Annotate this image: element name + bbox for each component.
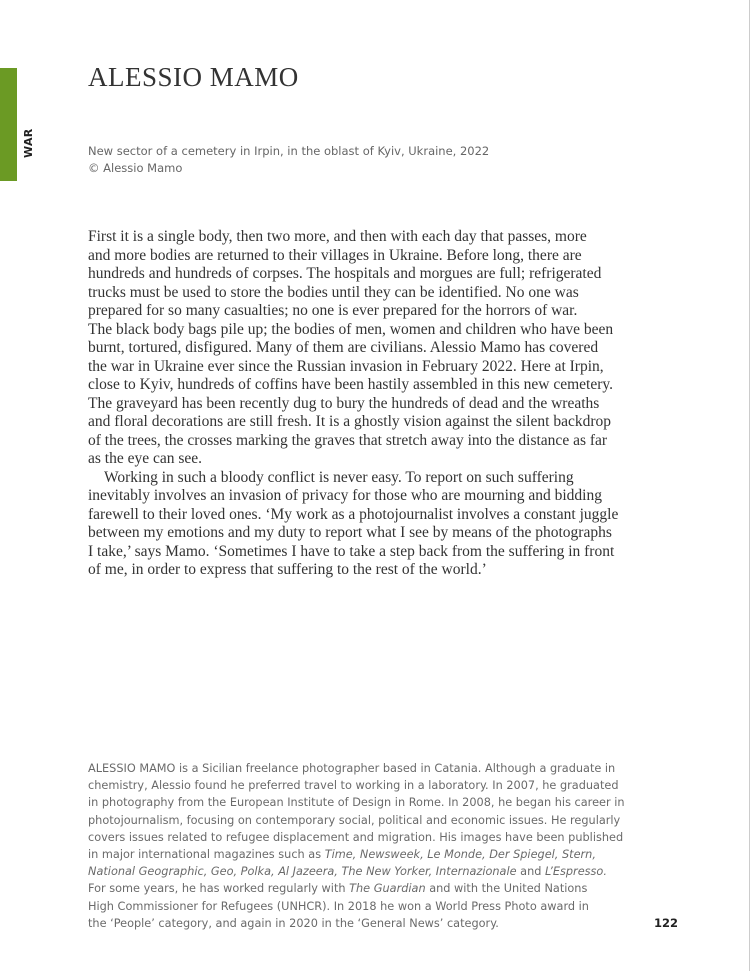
bio-line xyxy=(88,812,628,829)
text-line: and floral decorations are still fresh. It is a ghostly vision against the silent backdrop xyxy=(88,413,611,430)
section-label: WAR xyxy=(22,128,35,158)
text-line: I take,’ says Mamo. ‘Sometimes I have to take a step back from the suffering in front xyxy=(88,542,615,560)
bio-text: and with the United Nations xyxy=(425,882,588,896)
publication-name: The Guardian xyxy=(349,882,426,896)
text-line: of the trees, the crosses marking the graves that stretch away into the distance as far xyxy=(88,431,608,449)
publication-name: L’Espresso. xyxy=(545,865,607,879)
publication-name: National Geographic, Geo, Polka, Al Jazeera, The New Yorker, Internazionale xyxy=(88,865,517,879)
photographer-bio xyxy=(88,760,628,932)
bio-line xyxy=(88,915,628,932)
bio-line xyxy=(88,898,628,915)
text-line: prepared for so many casualties; no one is ever prepared for the horrors of war. xyxy=(88,302,578,319)
text-line: The black body bags pile up; the bodies of men, women and children who have been xyxy=(88,320,614,338)
publication-name: Time, Newsweek, Le Monde, Der Spiegel, Stern, xyxy=(324,848,596,862)
text-line: First it is a single body, then two more, and then with each day that passes, more xyxy=(88,228,587,245)
bio-text: the ‘People’ category, and again in 2020 in the ‘General News’ category. xyxy=(88,916,499,930)
bio-text: and xyxy=(516,865,545,879)
caption-credit: © Alessio Mamo xyxy=(88,161,183,175)
article-body xyxy=(88,228,628,580)
caption-text: New sector of a cemetery in Irpin, in the oblast of Kyiv, Ukraine, 2022 xyxy=(88,144,490,158)
text-line: of me, in order to express that suffering to the rest of the world.’ xyxy=(88,561,487,578)
bio-text: ALESSIO MAMO is a Sicilian freelance photographer based in Catania. Although a graduate in xyxy=(88,762,616,775)
text-line: burnt, tortured, disfigured. Many of them are civilians. Alessio Mamo has covered xyxy=(88,339,599,356)
section-color-bar xyxy=(0,68,17,181)
text-line: The graveyard has been recently dug to bury the hundreds of dead and the wreaths xyxy=(88,394,600,412)
text-line: trucks must be used to store the bodies until they can be identified. No one was xyxy=(88,283,579,301)
text-line: close to Kyiv, hundreds of coffins have been hastily assembled in this new cemetery. xyxy=(88,376,613,393)
bio-line xyxy=(88,760,628,777)
paragraph xyxy=(88,469,628,580)
text-line: Working in such a bloody conflict is never easy. To report on such suffering xyxy=(104,468,574,486)
bio-line xyxy=(88,794,628,811)
bio-text: covers issues related to refugee displacement and migration. His images have been published xyxy=(88,830,624,844)
bio-line xyxy=(88,863,628,880)
bio-line xyxy=(88,829,628,846)
text-line: hundreds and hundreds of corpses. The hospitals and morgues are full; refrigerated xyxy=(88,265,602,282)
text-line: the war in Ukraine ever since the Russian invasion in February 2022. Here at Irpin, xyxy=(88,357,604,375)
page-number: 122 xyxy=(654,916,679,930)
bio-text: in major international magazines such as xyxy=(88,848,325,862)
text-line: and more bodies are returned to their villages in Ukraine. Before long, there are xyxy=(88,246,582,264)
text-line: between my emotions and my duty to report what I see by means of the photographs xyxy=(88,524,612,541)
bio-text: in photography from the European Institute of Design in Rome. In 2008, he began his career in xyxy=(88,796,625,810)
photo-caption xyxy=(88,143,489,177)
text-line: inevitably involves an invasion of privacy for those who are mourning and bidding xyxy=(88,487,602,504)
text-line: as the eye can see. xyxy=(88,450,203,467)
bio-line xyxy=(88,777,628,794)
text-line: farewell to their loved ones. ‘My work as a photojournalist involves a constant juggle xyxy=(88,505,619,523)
bio-line xyxy=(88,846,628,863)
page-title: ALESSIO MAMO xyxy=(88,62,299,92)
bio-text: photojournalism, focusing on contemporary social, political and economic issues. He regularly xyxy=(88,813,621,827)
bio-text: For some years, he has worked regularly with xyxy=(88,882,350,896)
bio-text: High Commissioner for Refugees (UNHCR). In 2018 he won a World Press Photo award in xyxy=(88,899,589,913)
paragraph xyxy=(88,228,628,469)
bio-text: chemistry, Alessio found he preferred travel to working in a laboratory. In 2007, he graduated xyxy=(88,779,619,793)
bio-line xyxy=(88,880,628,897)
